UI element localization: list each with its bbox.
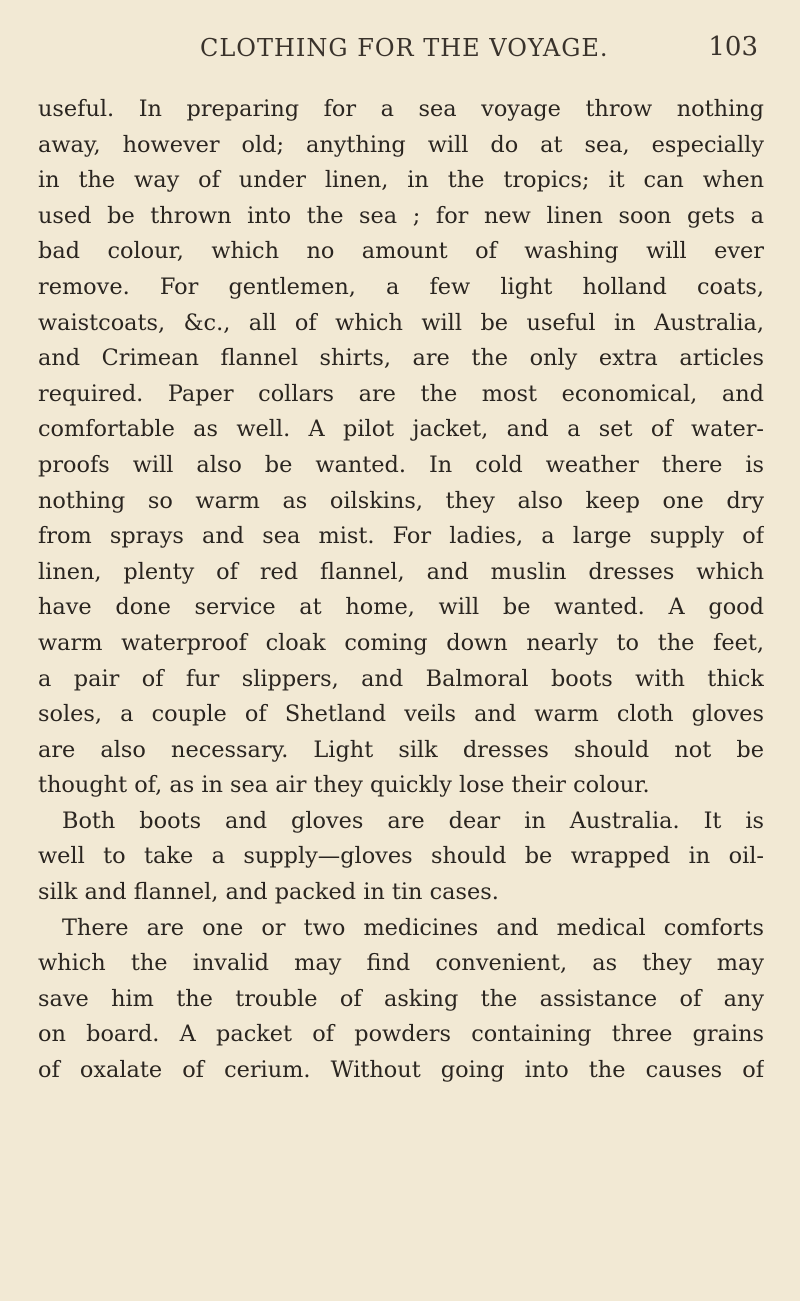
text-line: There are one or two medicines and medical comforts [62, 914, 764, 941]
text-line: remove. For gentlemen, a few light holland coats, [38, 273, 764, 300]
text-line: in the way of under linen, in the tropics; it can when [38, 167, 764, 194]
text-line: comfortable as well. A pilot jacket, and a set of water- [38, 416, 764, 443]
text-line: useful. In preparing for a sea voyage throw nothing [38, 96, 764, 122]
text-line: waistcoats, &c., all of which will be useful in Australia, [38, 309, 764, 336]
text-line: proofs will also be wanted. In cold weather there is [38, 451, 764, 478]
page-number: 103 [708, 32, 758, 62]
text-line: warm waterproof cloak coming down nearly to the feet, [38, 629, 764, 656]
paragraph-1 [38, 92, 764, 804]
text-line: on board. A packet of powders containing three grains [38, 1021, 764, 1048]
paragraph-3 [38, 911, 764, 1089]
text-line: save him the trouble of asking the assistance of any [38, 985, 764, 1012]
text-line: of oxalate of cerium. Without going into the causes of [38, 1057, 764, 1084]
text-line: required. Paper collars are the most economical, and [38, 380, 764, 407]
body-text [38, 92, 764, 1089]
text-line: a pair of fur slippers, and Balmoral boots with thick [38, 665, 764, 692]
page-header [38, 0, 764, 92]
text-line: have done service at home, will be wanted. A good [38, 594, 764, 621]
text-line: and Crimean flannel shirts, are the only extra articles [38, 345, 764, 372]
text-line: silk and flannel, and packed in tin cases. [38, 879, 499, 906]
text-line: linen, plenty of red flannel, and muslin dresses which [38, 558, 764, 585]
text-line: used be thrown into the sea ; for new linen soon gets a [38, 202, 764, 229]
text-line: from sprays and sea mist. For ladies, a large supply of [38, 523, 764, 550]
text-line: away, however old; anything will do at sea, especially [38, 131, 764, 158]
text-line: bad colour, which no amount of washing will ever [38, 238, 764, 265]
text-line: Both boots and gloves are dear in Australia. It is [62, 807, 764, 834]
text-line: soles, a couple of Shetland veils and warm cloth gloves [38, 701, 764, 728]
text-line: well to take a supply—gloves should be wrapped in oil- [38, 843, 764, 870]
text-line: thought of, as in sea air they quickly lose their colour. [38, 772, 650, 799]
text-line: nothing so warm as oilskins, they also keep one dry [38, 487, 764, 514]
text-line: which the invalid may find convenient, as they may [38, 950, 764, 977]
running-head: CLOTHING FOR THE VOYAGE. [200, 34, 609, 62]
text-line: are also necessary. Light silk dresses should not be [38, 736, 764, 763]
paragraph-2 [38, 804, 764, 911]
